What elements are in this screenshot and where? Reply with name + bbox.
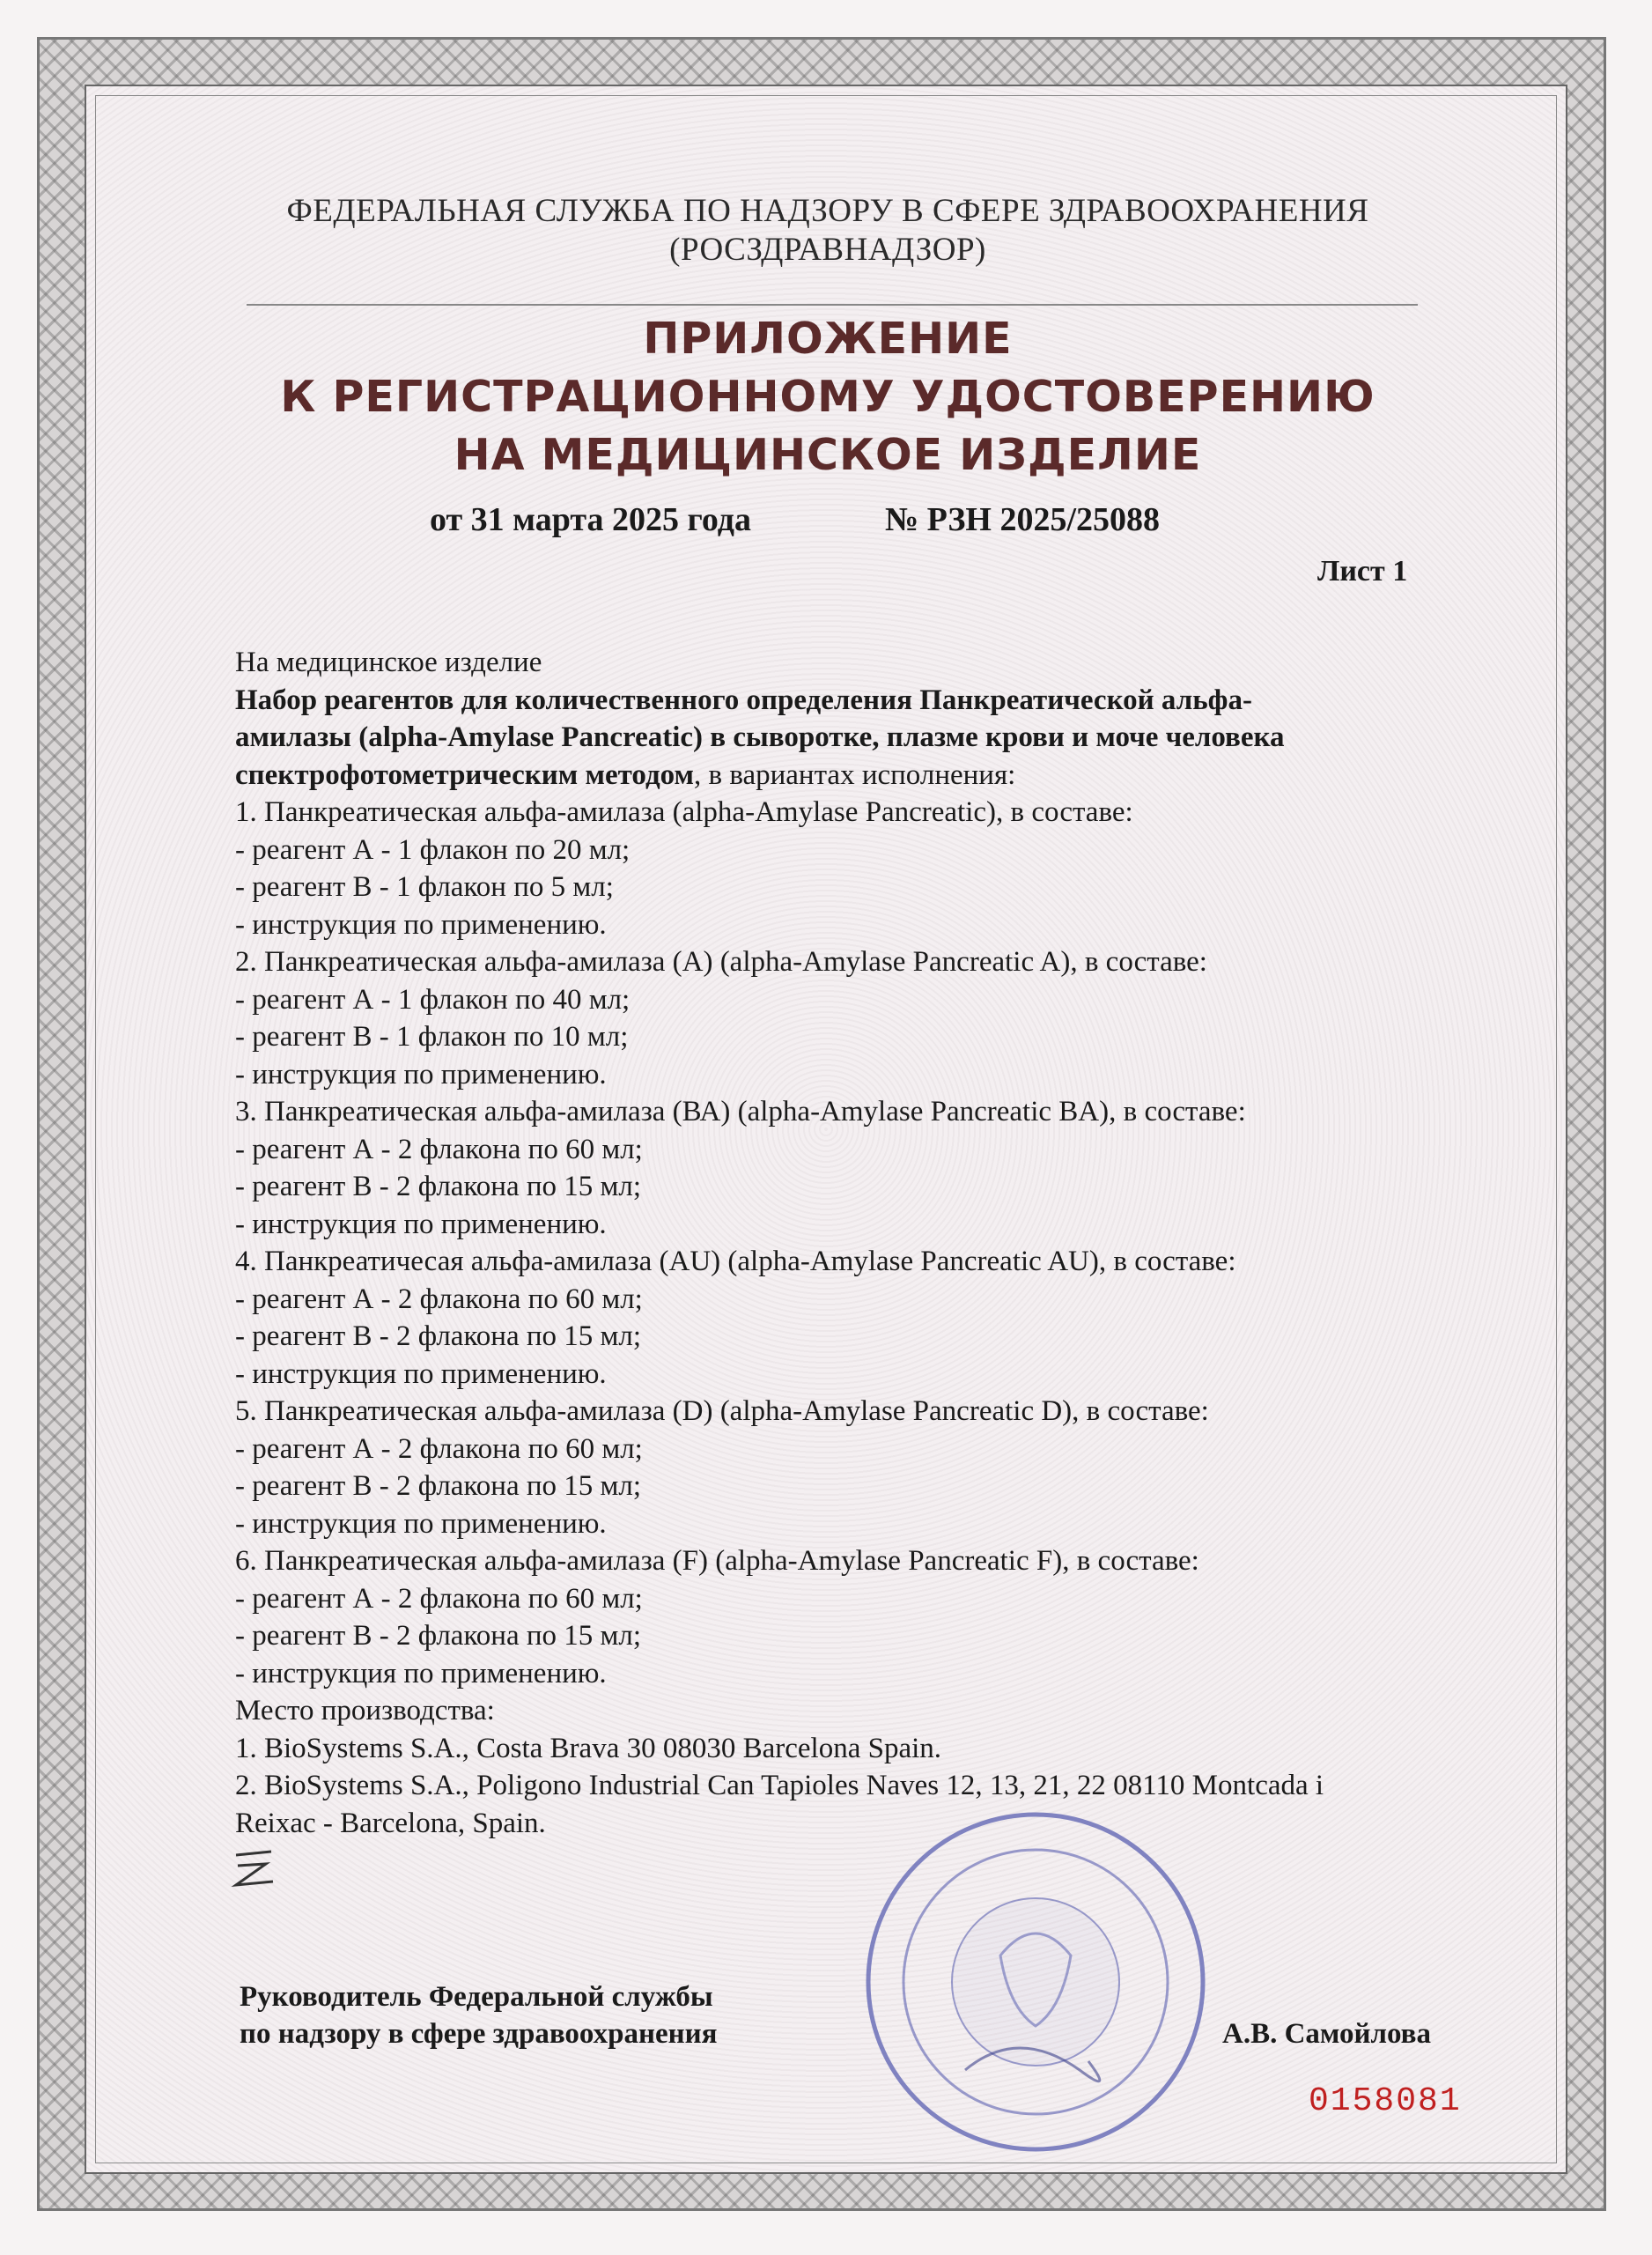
composition-line: 2. Панкреатическая альфа-амилаза (А) (alpha-Amylase Pancreatic A), в составе: xyxy=(235,946,1207,978)
composition-list xyxy=(235,794,1459,1842)
product-name-line xyxy=(235,757,1459,795)
composition-line: - реагент А - 1 флакон по 40 мл; xyxy=(235,983,631,1016)
title-line-3: НА МЕДИЦИНСКОЕ ИЗДЕЛИЕ xyxy=(454,430,1202,480)
handwritten-initial-icon xyxy=(229,1846,282,1890)
composition-line: - реагент А - 2 флакона по 60 мл; xyxy=(235,1133,643,1165)
composition-line: - реагент В - 1 флакон по 10 мл; xyxy=(235,1021,629,1053)
composition-line: 1. Панкреатическая альфа-амилаза (alpha-Amylase Pancreatic), в составе: xyxy=(235,796,1133,828)
sheet-number: Лист 1 xyxy=(1317,555,1408,588)
issue-date: от 31 марта 2025 года xyxy=(430,501,751,538)
official-seal-icon xyxy=(859,1806,1212,2158)
title-line-1: ПРИЛОЖЕНИЕ xyxy=(643,314,1013,364)
composition-line: - инструкция по применению. xyxy=(235,1208,607,1240)
composition-line: 5. Панкреатическая альфа-амилаза (D) (alpha-Amylase Pancreatic D), в составе: xyxy=(235,1395,1209,1427)
composition-line: - инструкция по применению. xyxy=(235,1058,607,1091)
composition-line: Место производства: xyxy=(235,1695,495,1726)
agency-name: ФЕДЕРАЛЬНАЯ СЛУЖБА ПО НАДЗОРУ В СФЕРЕ ЗДРАВООХРАНЕНИЯ xyxy=(286,193,1369,229)
product-name-line: амилазы (alpha-Amylase Pancreatic) в сыворотке, плазме крови и моче человека xyxy=(235,721,1285,753)
intro-line: На медицинское изделие xyxy=(235,647,542,678)
composition-line: - реагент А - 2 флакона по 60 мл; xyxy=(235,1283,643,1315)
product-name-line: Набор реагентов для количественного определения Панкреатической альфа- xyxy=(235,684,1252,716)
signatory-role-line-1: Руководитель Федеральной службы xyxy=(240,1981,713,2013)
signatory-name: А.В. Самойлова xyxy=(1222,2018,1431,2050)
header-divider xyxy=(247,304,1418,306)
document-body xyxy=(235,644,1459,1842)
composition-line: 2. BioSystems S.A., Poligono Industrial Can Tapioles Naves 12, 13, 21, 22 08110 Montcada i xyxy=(235,1770,1324,1801)
composition-line: - инструкция по применению. xyxy=(235,1507,607,1540)
composition-line: 1. BioSystems S.A., Costa Brava 30 08030 Barcelona Spain. xyxy=(235,1732,942,1764)
composition-line: Reixac - Barcelona, Spain. xyxy=(235,1807,546,1839)
composition-line: 3. Панкреатическая альфа-амилаза (ВА) (alpha-Amylase Pancreatic BA), в составе: xyxy=(235,1096,1246,1128)
registration-number: № РЗН 2025/25088 xyxy=(885,501,1161,538)
composition-line: 6. Панкреатическая альфа-амилаза (F) (alpha-Amylase Pancreatic F), в составе: xyxy=(235,1545,1199,1577)
agency-header xyxy=(220,192,1435,270)
agency-abbreviation: (РОСЗДРАВНАДЗОР) xyxy=(669,232,986,268)
signatory-title xyxy=(240,1978,718,2052)
product-name-tail: , в вариантах исполнения: xyxy=(694,758,1016,791)
document-title xyxy=(176,310,1479,484)
product-name-bold: спектрофотометрическим методом xyxy=(235,758,694,791)
composition-line: - реагент А - 1 флакон по 20 мл; xyxy=(235,833,631,866)
signatory-role-line-2: по надзору в сфере здравоохранения xyxy=(240,2018,718,2050)
composition-line: - инструкция по применению. xyxy=(235,1657,607,1689)
composition-line: - реагент В - 2 флакона по 15 мл; xyxy=(235,1171,642,1202)
composition-line: - реагент В - 2 флакона по 15 мл; xyxy=(235,1620,642,1652)
composition-line: - инструкция по применению. xyxy=(235,908,607,941)
serial-number: 0158081 xyxy=(1309,2082,1462,2120)
composition-line: - реагент А - 2 флакона по 60 мл; xyxy=(235,1432,643,1465)
composition-line: 4. Панкреатичесая альфа-амилаза (AU) (alpha-Amylase Pancreatic AU), в составе: xyxy=(235,1246,1236,1277)
title-line-2: К РЕГИСТРАЦИОННОМУ УДОСТОВЕРЕНИЮ xyxy=(280,372,1375,422)
composition-line: - реагент А - 2 флакона по 60 мл; xyxy=(235,1582,643,1615)
composition-line: - реагент В - 2 флакона по 15 мл; xyxy=(235,1320,642,1352)
composition-line: - реагент В - 1 флакон по 5 мл; xyxy=(235,871,614,903)
composition-line: - инструкция по применению. xyxy=(235,1357,607,1390)
composition-line: - реагент В - 2 флакона по 15 мл; xyxy=(235,1470,642,1502)
